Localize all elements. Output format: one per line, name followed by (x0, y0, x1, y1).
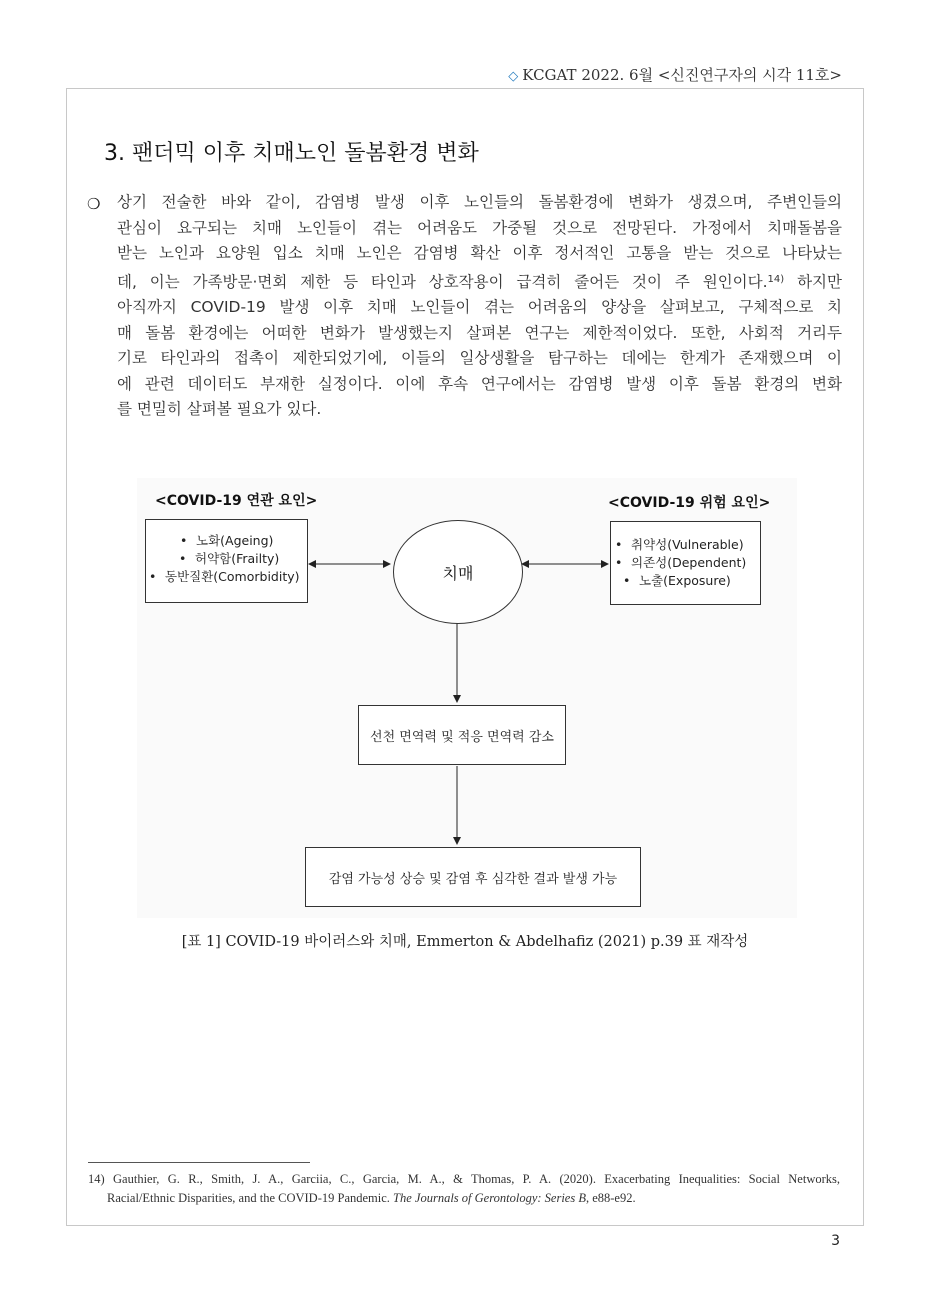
paragraph-line: 상기 전술한 바와 같이, 감염병 발생 이후 노인들의 돌봄환경에 변화가 생겼으며, 주변인들의 (117, 193, 842, 211)
paragraph-line-text: 데, 이는 가족방문·면회 제한 등 타인과 상호작용이 급격히 줄어든 것이 주 원인이다. (117, 272, 768, 291)
paragraph-line: 아직까지 COVID-19 발생 이후 치매 노인들이 겪는 어려움의 양상을 살펴보고, 구체적으로 치 (117, 298, 842, 316)
footnote-number: 14) (88, 1172, 105, 1186)
body-paragraph (117, 190, 842, 423)
list-item: • 노출(Exposure) (623, 573, 731, 588)
running-header (508, 64, 842, 85)
bullet-dot: • (149, 569, 157, 584)
paragraph-line-tail: 하지만 (784, 272, 842, 291)
list-item: • 노화(Ageing) (180, 533, 274, 548)
section-title: 3. 팬더믹 이후 치매노인 돌봄환경 변화 (104, 141, 479, 166)
paragraph-line: 매 돌봄 환경에는 어떠한 변화가 발생했는지 살펴본 연구는 제한적이었다. 또한, 사회적 거리두 (117, 323, 842, 342)
immunity-decline-box: 선천 면역력 및 적응 면역력 감소 (358, 705, 566, 765)
bullet-marker: ❍ (87, 195, 101, 213)
footnote-line: Racial/Ethnic Disparities, and the COVID-19 Pandemic. The Journals of Gerontology: Series B, e88-e92. (107, 1191, 636, 1205)
dementia-diagram (137, 478, 797, 918)
list-item: • 의존성(Dependent) (615, 555, 747, 570)
page-number: 3 (831, 1233, 840, 1249)
figure-caption: [표 1] COVID-19 바이러스와 치매, Emmerton & Abdelhafiz (2021) p.39 표 재작성 (181, 934, 749, 950)
bullet-dot: • (180, 533, 188, 548)
left-group-label: <COVID-19 연관 요인> (155, 493, 318, 509)
list-item: • 동반질환(Comorbidity) (149, 569, 300, 584)
footnote-reference[interactable]: 14) (767, 273, 785, 285)
paragraph-line: 관심이 요구되는 치매 노인들이 겪는 어려움도 가중될 것으로 전망된다. 가정에서 치매돌봄을 (117, 218, 842, 237)
paragraph-line: 받는 노인과 요양원 입소 치매 노인은 감염병 확산 이후 정서적인 고통을 받는 것으로 나타났는 (117, 244, 842, 262)
paragraph-line: 를 면밀히 살펴볼 필요가 있다. (117, 400, 322, 418)
diamond-icon: ◇ (508, 69, 519, 84)
journal-title: The Journals of Gerontology: Series B (393, 1191, 586, 1205)
paragraph-line (117, 267, 842, 296)
bullet-dot: • (179, 551, 187, 566)
bullet-dot: • (623, 573, 631, 588)
bullet-dot: • (615, 555, 623, 570)
covid-related-factors-box (145, 519, 308, 603)
bullet-dot: • (615, 537, 623, 552)
infection-outcome-box: 감염 가능성 상승 및 감염 후 심각한 결과 발생 가능 (305, 847, 641, 907)
footnote-line: 14) Gauthier, G. R., Smith, J. A., Garciia, C., Garcia, M. A., & Thomas, P. A. (2020). Exacerbating Inequalities: Social Networks, (88, 1172, 840, 1186)
list-item: • 허약함(Frailty) (179, 551, 280, 566)
header-text: KCGAT 2022. 6월 <신진연구자의 시각 11호> (522, 66, 842, 84)
list-item: • 취약성(Vulnerable) (615, 537, 744, 552)
paragraph-line: 에 관련 데이터도 부재한 실정이다. 이에 후속 연구에서는 감염병 발생 이후 돌봄 환경의 변화 (117, 374, 842, 393)
footnote-divider (88, 1162, 310, 1163)
dementia-node: 치매 (393, 520, 523, 624)
covid-risk-factors-box (610, 521, 761, 605)
right-group-label: <COVID-19 위험 요인> (608, 495, 771, 511)
paragraph-line: 기로 타인과의 접촉이 제한되었기에, 이들의 일상생활을 탐구하는 데에는 한계가 존재했으며 이 (117, 349, 842, 367)
footnote (88, 1170, 840, 1208)
